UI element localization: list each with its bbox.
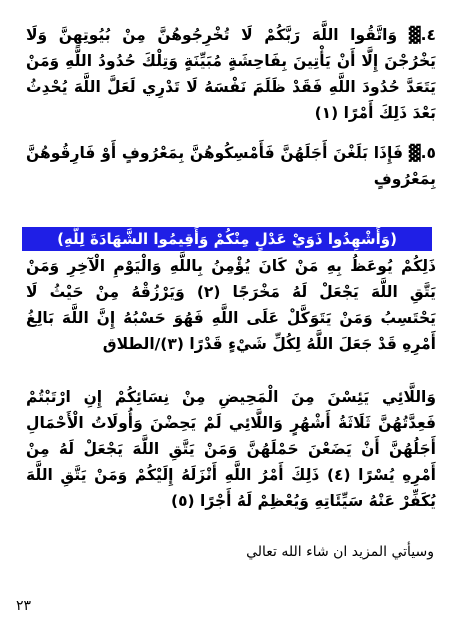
page-number: ٢٣ [16,598,32,614]
paragraph-7 [26,384,436,514]
closing-note: وسيأتي المزيد ان شاء الله تعالي [246,544,434,560]
highlighted-verse-banner [22,227,432,251]
paragraph-4-text: ٤.▓ وَاتَّقُوا اللَّهَ رَبَّكُمْ لَا تُخْرِجُوهُنَّ مِنْ بُيُوتِهِنَّ وَلَا يَخْرُجْنَ إِلَّا أَنْ يَأْتِينَ بِفَاحِشَةٍ مُبَيِّنَةٍ وَتِلْكَ حُدُودُ اللَّهِ وَمَنْ يَتَعَدَّ حُدُودَ اللَّهِ فَقَدْ ظَلَمَ نَفْسَهُ لَا تَدْرِي لَعَلَّ اللَّهَ يُحْدِثُ بَعْدَ ذَلِكَ أَمْرًا (١) [26,26,436,122]
paragraph-7-text: وَاللَّائِي يَئِسْنَ مِنَ الْمَحِيضِ مِنْ نِسَائِكُمْ إِنِ ارْتَبْتُمْ فَعِدَّتُهُنَّ ثَلَاثَةُ أَشْهُرٍ وَاللَّائِي لَمْ يَحِضْنَ وَأُولَاتُ الْأَحْمَالِ أَجَلُهُنَّ أَنْ يَضَعْنَ حَمْلَهُنَّ وَمَنْ يَتَّقِ اللَّهَ يَجْعَلْ لَهُ مِنْ أَمْرِهِ يُسْرًا (٤) ذَلِكَ أَمْرُ اللَّهِ أَنْزَلَهُ إِلَيْكُمْ وَمَنْ يَتَّقِ اللَّهَ يُكَفِّرْ عَنْهُ سَيِّئَاتِهِ وَيُعْظِمْ لَهُ أَجْرًا (٥) [26,388,436,510]
paragraph-6-text: ذَلِكُمْ يُوعَظُ بِهِ مَنْ كَانَ يُؤْمِنُ بِاللَّهِ وَالْيَوْمِ الْآخِرِ وَمَنْ يَتَّقِ اللَّهَ يَجْعَلْ لَهُ مَخْرَجًا (٢) وَيَرْزُقْهُ مِنْ حَيْثُ لَا يَحْتَسِبُ وَمَنْ يَتَوَكَّلْ عَلَى اللَّهِ فَهُوَ حَسْبُهُ إِنَّ اللَّهَ بَالِغُ أَمْرِهِ قَدْ جَعَلَ اللَّهُ لِكُلِّ شَيْءٍ قَدْرًا (٣)/الطلاق [26,257,436,353]
paragraph-5 [26,140,436,192]
paragraph-5-text: ٥.▓ فَإِذَا بَلَغْنَ أَجَلَهُنَّ فَأَمْسِكُوهُنَّ بِمَعْرُوفٍ أَوْ فَارِقُوهُنَّ بِمَعْرُوفٍ [26,144,436,188]
banner-text: (وَأَشْهِدُوا ذَوَيْ عَدْلٍ مِنْكُمْ وَأَقِيمُوا الشَّهَادَةَ لِلَّهِ) [57,230,397,248]
paragraph-4 [26,22,436,126]
paragraph-6 [26,253,436,357]
